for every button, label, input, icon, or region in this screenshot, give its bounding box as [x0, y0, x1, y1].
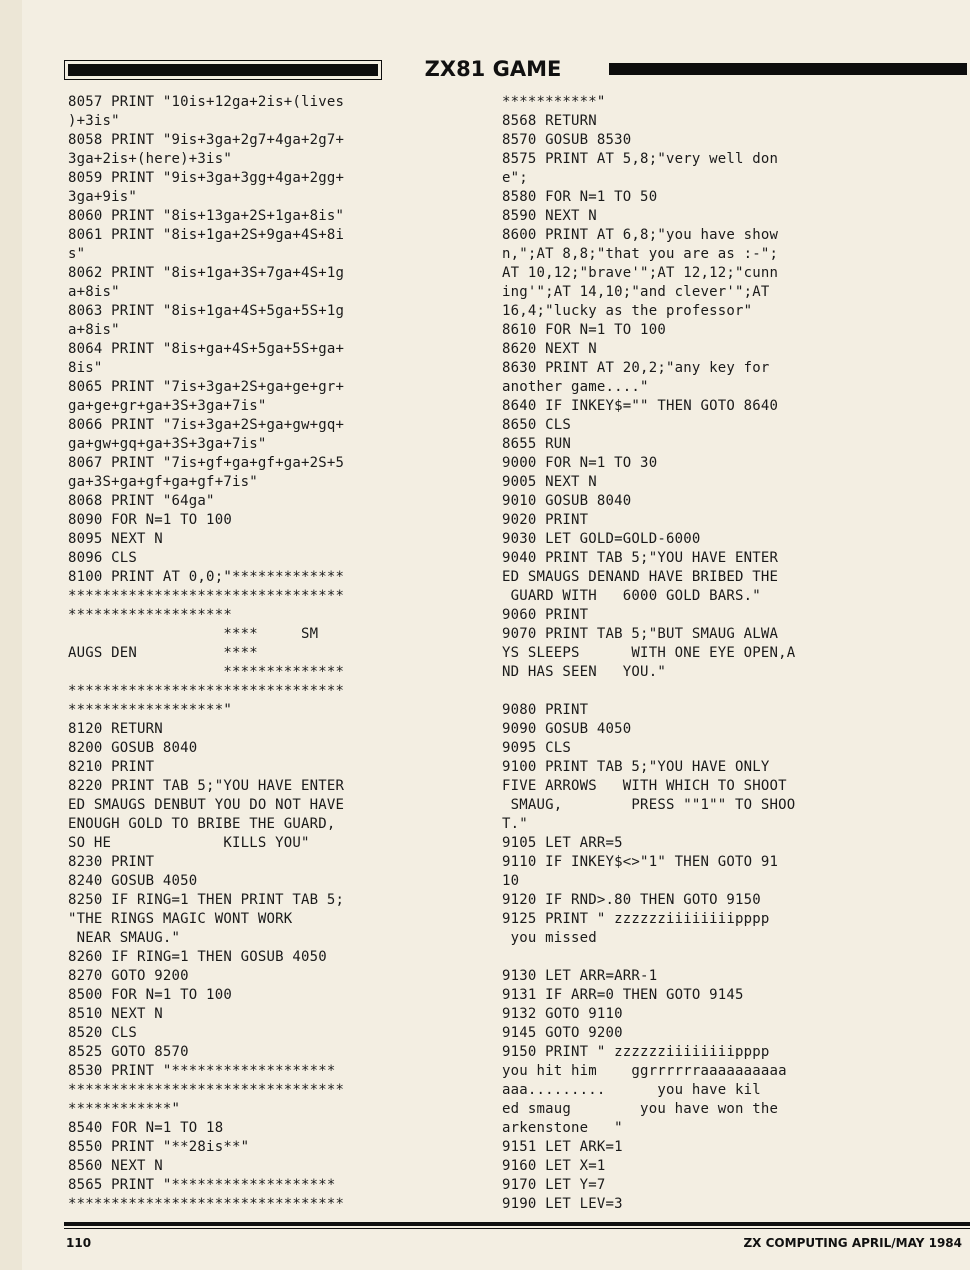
code-line: 8260 IF RING=1 THEN GOSUB 4050 — [68, 949, 327, 965]
code-line: s" — [68, 246, 86, 262]
code-line: ******************************** — [68, 683, 345, 699]
code-line: ************** — [68, 664, 345, 680]
code-line — [502, 682, 795, 701]
code-line: 8068 PRINT "64ga" — [68, 493, 215, 509]
code-line: 9090 GOSUB 4050 — [502, 721, 632, 737]
code-line — [502, 948, 795, 967]
code-line: ***********" — [502, 94, 606, 110]
page-gutter — [0, 0, 22, 1270]
header-rule-right — [606, 60, 970, 78]
code-line: 8058 PRINT "9is+3ga+2g7+4ga+2g7+ — [68, 132, 345, 148]
code-line: )+3is" — [68, 113, 120, 129]
code-line: 9010 GOSUB 8040 — [502, 493, 632, 509]
code-line: 8057 PRINT "10is+12ga+2is+(lives — [68, 94, 345, 110]
code-line: 8500 FOR N=1 TO 100 — [68, 987, 232, 1003]
code-line: 8525 GOTO 8570 — [68, 1044, 189, 1060]
code-line: 9100 PRINT TAB 5;"YOU HAVE ONLY — [502, 759, 770, 775]
code-line: 9125 PRINT " zzzzzziiiiiiiipppp — [502, 911, 770, 927]
code-line: SMAUG, PRESS ""1"" TO SHOO — [502, 797, 796, 813]
code-line: aaa......... you have kil — [502, 1082, 761, 1098]
code-line: 9060 PRINT — [502, 607, 589, 623]
code-line: 16,4;"lucky as the professor" — [502, 303, 753, 319]
code-line: 9150 PRINT " zzzzzziiiiiiiipppp — [502, 1044, 770, 1060]
code-line: 8540 FOR N=1 TO 18 — [68, 1120, 224, 1136]
code-line: 9130 LET ARR=ARR-1 — [502, 968, 658, 984]
code-line: 9132 GOTO 9110 — [502, 1006, 623, 1022]
header-title: ZX81 GAME — [424, 57, 562, 81]
code-line: 8063 PRINT "8is+1ga+4S+5ga+5S+1g — [68, 303, 345, 319]
code-line: 8530 PRINT "******************* — [68, 1063, 336, 1079]
code-line: 8568 RETURN — [502, 113, 597, 129]
code-line: ing'";AT 14,10;"and clever'";AT — [502, 284, 770, 300]
code-line: 9190 LET LEV=3 — [502, 1196, 623, 1212]
page-number: 110 — [66, 1236, 92, 1250]
code-line: ND HAS SEEN YOU." — [502, 664, 666, 680]
code-line: 8630 PRINT AT 20,2;"any key for — [502, 360, 770, 376]
code-line: 8620 NEXT N — [502, 341, 597, 357]
code-line: 8120 RETURN — [68, 721, 163, 737]
code-line: 8550 PRINT "**28is**" — [68, 1139, 250, 1155]
code-line: a+8is" — [68, 284, 120, 300]
code-line: 9151 LET ARK=1 — [502, 1139, 623, 1155]
code-line: ******************************** — [68, 588, 345, 604]
code-line: 9020 PRINT — [502, 512, 589, 528]
footer-rule — [64, 1222, 970, 1226]
code-line: 8090 FOR N=1 TO 100 — [68, 512, 232, 528]
code-line: ED SMAUGS DENBUT YOU DO NOT HAVE — [68, 797, 345, 813]
code-line: 8061 PRINT "8is+1ga+2S+9ga+4S+8i — [68, 227, 345, 243]
code-line: 8240 GOSUB 4050 — [68, 873, 198, 889]
code-line: 8060 PRINT "8is+13ga+2S+1ga+8is" — [68, 208, 345, 224]
footer-rule-thin — [64, 1228, 970, 1229]
code-line: 8655 RUN — [502, 436, 572, 452]
code-line: you hit him ggrrrrrraaaaaaaaaa — [502, 1063, 787, 1079]
code-line: 9040 PRINT TAB 5;"YOU HAVE ENTER — [502, 550, 779, 566]
code-line: AT 10,12;"brave'";AT 12,12;"cunn — [502, 265, 779, 281]
listing-column-right — [502, 93, 795, 1214]
code-line: 8510 NEXT N — [68, 1006, 163, 1022]
code-line: 8270 GOTO 9200 — [68, 968, 189, 984]
code-line: NEAR SMAUG." — [68, 930, 181, 946]
code-line: 8565 PRINT "******************* — [68, 1177, 336, 1193]
code-line: 8570 GOSUB 8530 — [502, 132, 632, 148]
code-line: 9095 CLS — [502, 740, 572, 756]
code-line: 9131 IF ARR=0 THEN GOTO 9145 — [502, 987, 744, 1003]
code-line: ga+3S+ga+gf+ga+gf+7is" — [68, 474, 258, 490]
code-line: ******************* — [68, 607, 232, 623]
code-line: ************" — [68, 1101, 181, 1117]
code-line: 8065 PRINT "7is+3ga+2S+ga+ge+gr+ — [68, 379, 345, 395]
code-line: 8610 FOR N=1 TO 100 — [502, 322, 666, 338]
code-line: 8100 PRINT AT 0,0;"************* — [68, 569, 345, 585]
code-line: 9005 NEXT N — [502, 474, 597, 490]
code-line: 8600 PRINT AT 6,8;"you have show — [502, 227, 779, 243]
header-rule-left — [64, 60, 382, 80]
code-line: 8590 NEXT N — [502, 208, 597, 224]
code-line: SO HE KILLS YOU" — [68, 835, 310, 851]
code-line: YS SLEEPS WITH ONE EYE OPEN,A — [502, 645, 796, 661]
code-line: 8650 CLS — [502, 417, 572, 433]
code-line: 8200 GOSUB 8040 — [68, 740, 198, 756]
code-line: 8210 PRINT — [68, 759, 155, 775]
code-line: arkenstone " — [502, 1120, 623, 1136]
code-line: 9170 LET Y=7 — [502, 1177, 606, 1193]
code-line: 8067 PRINT "7is+gf+ga+gf+ga+2S+5 — [68, 455, 345, 471]
code-line: AUGS DEN **** — [68, 645, 258, 661]
code-line: 8580 FOR N=1 TO 50 — [502, 189, 658, 205]
code-line: ED SMAUGS DENAND HAVE BRIBED THE — [502, 569, 779, 585]
code-line: 9120 IF RND>.80 THEN GOTO 9150 — [502, 892, 761, 908]
code-line: n,";AT 8,8;"that you are as :-"; — [502, 246, 779, 262]
code-line: ENOUGH GOLD TO BRIBE THE GUARD, — [68, 816, 336, 832]
code-line: 9070 PRINT TAB 5;"BUT SMAUG ALWA — [502, 626, 779, 642]
code-line: ******************************** — [68, 1196, 345, 1212]
code-line: FIVE ARROWS WITH WHICH TO SHOOT — [502, 778, 787, 794]
code-line: ******************************** — [68, 1082, 345, 1098]
code-line: 8is" — [68, 360, 103, 376]
code-line: 8096 CLS — [68, 550, 138, 566]
code-line: 8250 IF RING=1 THEN PRINT TAB 5; — [68, 892, 345, 908]
code-line: ga+gw+gq+ga+3S+3ga+7is" — [68, 436, 267, 452]
code-line: 9145 GOTO 9200 — [502, 1025, 623, 1041]
code-line: "THE RINGS MAGIC WONT WORK — [68, 911, 293, 927]
code-line: a+8is" — [68, 322, 120, 338]
code-line: 9000 FOR N=1 TO 30 — [502, 455, 658, 471]
code-line: GUARD WITH 6000 GOLD BARS." — [502, 588, 761, 604]
code-line: 8575 PRINT AT 5,8;"very well don — [502, 151, 779, 167]
code-line: 9110 IF INKEY$<>"1" THEN GOTO 91 — [502, 854, 779, 870]
magazine-issue: ZX COMPUTING APRIL/MAY 1984 — [743, 1236, 962, 1250]
code-line: 8230 PRINT — [68, 854, 155, 870]
code-line: ed smaug you have won the — [502, 1101, 779, 1117]
code-line: ga+ge+gr+ga+3S+3ga+7is" — [68, 398, 267, 414]
code-line: 9080 PRINT — [502, 702, 589, 718]
code-line: another game...." — [502, 379, 649, 395]
code-line: 9160 LET X=1 — [502, 1158, 606, 1174]
code-line: 8059 PRINT "9is+3ga+3gg+4ga+2gg+ — [68, 170, 345, 186]
code-line: 8066 PRINT "7is+3ga+2S+ga+gw+gq+ — [68, 417, 345, 433]
code-line: T." — [502, 816, 528, 832]
code-line: 8064 PRINT "8is+ga+4S+5ga+5S+ga+ — [68, 341, 345, 357]
code-line: 8220 PRINT TAB 5;"YOU HAVE ENTER — [68, 778, 345, 794]
page-header — [64, 57, 970, 81]
code-line: ******************" — [68, 702, 232, 718]
code-line: 10 — [502, 873, 520, 889]
code-line: **** SM — [68, 626, 319, 642]
code-line: 8560 NEXT N — [68, 1158, 163, 1174]
code-line: 9105 LET ARR=5 — [502, 835, 623, 851]
code-line: e"; — [502, 170, 528, 186]
code-line: 8520 CLS — [68, 1025, 138, 1041]
code-line: 3ga+2is+(here)+3is" — [68, 151, 232, 167]
code-line: 8640 IF INKEY$="" THEN GOTO 8640 — [502, 398, 779, 414]
code-line: 3ga+9is" — [68, 189, 138, 205]
listing-column-left — [68, 93, 344, 1214]
code-line: 8062 PRINT "8is+1ga+3S+7ga+4S+1g — [68, 265, 345, 281]
code-line: you missed — [502, 930, 597, 946]
code-line: 9030 LET GOLD=GOLD-6000 — [502, 531, 701, 547]
code-line: 8095 NEXT N — [68, 531, 163, 547]
